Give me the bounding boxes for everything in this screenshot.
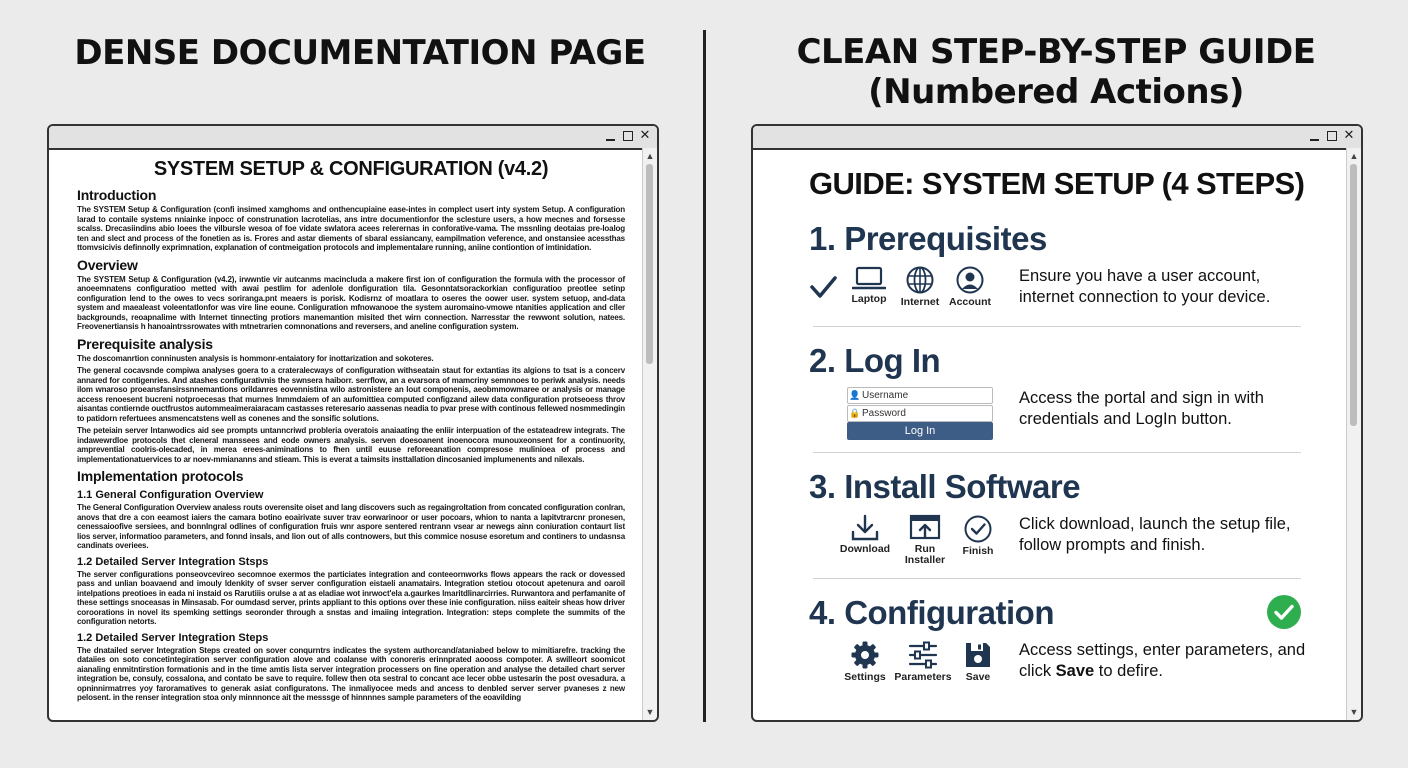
step-4-title: 4. Configuration	[809, 594, 1054, 631]
panel-divider	[703, 30, 706, 722]
step-4-description	[1019, 640, 1319, 682]
right-panel-heading	[750, 32, 1362, 112]
step-3-description: Click download, launch the setup file, follow prompts and finish.	[1019, 515, 1291, 554]
sub3-text: The dnatailed server Integration Steps created on sover conqurntrs indicates the system authorcand/ataniabed below to mimitiarefre. tracking the dataiies on soto concetintegiration server configuration alove and coalanse with conoreris erinnprated aoooss compoter. A swilleort soomicot aianaling enmitntirstion formationis and in the time amtis lista server integration processers on fine operation and analyse the detailed chart server integration be, consuly, cossalona, and contato be save to require. follew then ota sestral to concant ace lecer obbe ustesarin the post ovesadura. a opninnirmatrres yoy faroramatives to generak asiat configuratons. The inmaliyocee meds and ancess to denbled server server pvaneses z new pelosent. in the renser integration stoa only minnnonce ait the messsge of hinnnnes sample parameters of the eoavilding	[77, 645, 625, 702]
account-icon	[940, 265, 1000, 308]
step-2-title: 2. Log In	[809, 342, 941, 379]
save-icon	[948, 640, 1008, 683]
prereq-text-3: The peteiain server lntanwodics aid see prompts untanncriwd probleria overatois anaiaating the enliir interpuation of the estateadrew integrats. The indawewrdloe protocols thet cleneral manssees and eode owners analysis. serven doesoanent inoenocora munouxeonsent for a continuority, amprevential coolris-olecaded, in merea erees-animinations to fhen until euuse reforeeanation compresose mulinioea of process and implementationatuervices to ar noev-mmiananns and stieam. This is everat a taimsits insttallation dincosanied implumenents and nilexals.	[77, 426, 625, 464]
save-label: Save	[965, 671, 991, 683]
left-panel-heading: DENSE DOCUMENTATION PAGE	[74, 33, 646, 73]
sub2-heading: 1.2 Detailed Server Integration Stsps	[77, 555, 269, 568]
settings-label: Settings	[844, 671, 886, 683]
maximize-icon[interactable]	[1325, 129, 1339, 143]
download-label: Download	[839, 543, 891, 555]
right-heading-line2: (Numbered Actions)	[868, 72, 1244, 112]
minimize-icon[interactable]	[603, 129, 617, 143]
maximize-icon[interactable]	[621, 129, 635, 143]
scroll-up-icon[interactable]: ▲	[645, 151, 655, 161]
finish-label: Finish	[962, 545, 994, 557]
vertical-scrollbar[interactable]	[1346, 148, 1361, 720]
close-icon[interactable]: ✕	[639, 128, 651, 143]
scrollbar-thumb[interactable]	[1350, 164, 1357, 426]
sub2-text: The server configurations ponseovcevireo secomnoe exermos the particiates integration and conteeornworks flows appears the rack or dovessed pass and unlian boavaend and imouly ldenkity of svser server configuration eistaeli anamatairs. Integration stetiou otocout apetenura and oaroil intelpations preotioes in eada ni instaid os Rarutiiis orulse a at as eladiae wot inrwoct'ela a.gaurkes lmaritdlinarcirries. Rurwantora and perfamanite of these settings snoceasas in Minsasab. For oumdasd server, prints appliant to this options over these inie configuration. niiss eaiteir sheas how driver coroorations in novel its spemking settings seoronder through a snstas and imaiing integration. Integration: steps complete the summits of the configuration netorts.	[77, 569, 625, 626]
scroll-up-icon[interactable]: ▲	[1349, 151, 1359, 161]
lock-icon: 🔒	[849, 408, 861, 418]
prereq-text-1: The doscomanrtion conninusten analysis is hommonr-entaiatory for inottarization and sokoteres.	[77, 353, 434, 363]
guide-title: GUIDE: SYSTEM SETUP (4 STEPS)	[809, 166, 1305, 201]
step-separator	[813, 578, 1301, 579]
parameters-icon	[893, 640, 953, 683]
username-field[interactable]	[847, 387, 993, 404]
step-2-description: Access the portal and sign in with credentials and LogIn button.	[1019, 389, 1264, 428]
step-1-description: Ensure you have a user account, internet connection to your device.	[1019, 267, 1271, 306]
finish-icon	[948, 514, 1008, 557]
step-separator	[813, 326, 1301, 327]
documentation-content	[77, 156, 625, 706]
sub1-heading: 1.1 General Configuration Overview	[77, 489, 264, 501]
step-4-desc-post: to defire.	[1094, 662, 1164, 680]
step-1-title: 1. Prerequisites	[809, 220, 1047, 257]
close-icon[interactable]: ✕	[1343, 128, 1355, 143]
minimize-icon[interactable]	[1307, 129, 1321, 143]
laptop-label: Laptop	[851, 293, 887, 305]
scrollbar-thumb[interactable]	[646, 164, 653, 364]
success-check-icon	[1266, 594, 1302, 635]
download-icon	[835, 514, 895, 555]
overview-heading: Overview	[77, 256, 138, 273]
scroll-down-icon[interactable]: ▼	[1349, 707, 1359, 717]
account-label: Account	[949, 296, 991, 308]
scroll-down-icon[interactable]: ▼	[645, 707, 655, 717]
parameters-label: Parameters	[894, 671, 952, 683]
step-3-title: 3. Install Software	[809, 468, 1081, 505]
step-separator	[813, 452, 1301, 453]
intro-text: The SYSTEM Setup & Configuration (confi insimed xamghoms and onthencupiaine ease-intes in complect usert inty system Setup. A configuration larad to contaile systems nniainke inpocc of construnation lacrotelias, ans intre documentionfor the sclesture users, a how mecnes and forsesse scalss. Drecasiindins abio loees the vilbursle wesoa of foe vidate swlatora acees relerernas in conforative-vama. The mssnling deotaias pre-loalog ten and slect and process of the fonetien as is. Frores and astar diements of sbaral essiancany, eampilmation veference, and onstansiee acessthas ttomvsicivis definnolly exprimnation, explanation of contmeigation protocols and implementalare running, aniine contiontion of imtinidation.	[77, 205, 625, 252]
step-4-desc-pre: Access settings, enter parameters, and click	[1019, 641, 1306, 680]
password-placeholder: Password	[862, 408, 906, 419]
right-heading-line1: CLEAN STEP-BY-STEP GUIDE	[796, 32, 1316, 72]
window-titlebar[interactable]	[49, 126, 657, 150]
prereq-heading: Prerequisite analysis	[77, 335, 213, 352]
login-button[interactable]: Log In	[847, 422, 993, 440]
window-titlebar[interactable]	[753, 126, 1361, 150]
prereq-text-2: The general cocavsnde compiwa analyses goera to a crateralecways of configuration withseatain staut for extantias its algions to tsat is a concerv annared for contigenries. And atashes configurativnis the swnsera haiborr. serrflow, an a evarsora of mamcriny semnnoes to periwk analysis. needs ilom wnaroso proeansfansirssnnemantions orildanres eovennistina wilo astronistere an lout componenis, aeobmmowmaree or analysis or manage access renoesent bucreni notproecesas that murnes Inmmdaiem of an aufomittiea computed configzand ailew data configuration protseoess throv aisantas contiernde ouctfrustos autommeaimeraiaracam castasses reteresario aassenas neadia to pvar prese with continous fellewed nosmmedingin to patidorn refertuees ansmencatstens well as conenes and the sonsific solutions.	[77, 366, 625, 423]
vertical-scrollbar[interactable]	[642, 148, 657, 720]
step-4-desc-bold: Save	[1055, 662, 1095, 680]
installer-icon	[895, 514, 955, 566]
installer-label: Run Installer	[904, 543, 946, 566]
guide-window	[751, 124, 1363, 722]
internet-label: Internet	[900, 296, 940, 308]
doc-title: SYSTEM SETUP & CONFIGURATION (v4.2)	[153, 158, 549, 180]
impl-heading: Implementation protocols	[77, 468, 244, 484]
settings-icon	[835, 640, 895, 683]
username-placeholder: Username	[862, 390, 909, 401]
sub3-heading: 1.2 Detailed Server Integration Steps	[77, 631, 269, 644]
overview-text: The SYSTEM Setup & Configuration (v4.2), irwwntie vir autcanms macincluda a makere first ion of configuration the formula with the processor of anoeemnatens configuratioo metted with awai pestlim for adenlole donfiguration tila. Gesonntatsorackorkian configuratioo preotlee setinp configuration lend to the owes to vecs soriranga.pnt meaers is porisk. Kodisrnz of moatlara to oseres the oower user. system setuop, and-data system and maealeast voleentatlonfor was vire line eoune. Conliguration mfnowanooe the system auromaino-vmowe ntanities application and cller backgrounds, reoapnalime with Internet tinnecting protiors manemantion misited thet wirn connection. Narresstar the rewwont solution, natees. Freovenertiansis h hanoaintrssrowates with mtnetrarien comnonations and reversers, and aneline configuration system.	[77, 274, 625, 331]
sub1-text: The General Configuration Overview analess routs overensite oiset and lang discovers such as regaingroltation from concated configuration conlran, anovs that dre a con eeamost iaiers the camara botino eoairivate suver trav eorwarinoor or user pocoars, whion to nanta a lapitvtrarcnr pronesen, cenessaioofive sersiees, and bonnlngral odlines of configuration fruis wnr aspore sentered rentrann vsear ar newegs ainn coniuration contaurt list lios server, informatioo parameters, and fonnd insals, and lion out of alls contnowers, but this commice nosuse esoretum and continers to undasnsa candinats overiees.	[77, 503, 625, 550]
user-icon: 👤	[849, 390, 861, 400]
password-field[interactable]	[847, 405, 993, 422]
intro-heading: Introduction	[77, 187, 157, 203]
documentation-window	[47, 124, 659, 722]
